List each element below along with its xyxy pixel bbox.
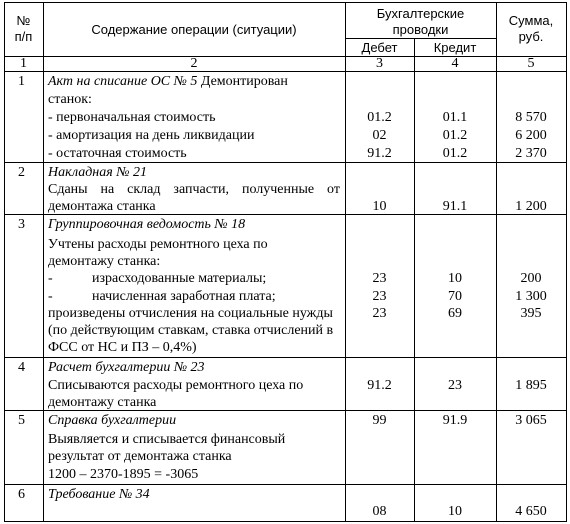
row-1-text [48,73,288,90]
row-4-line-1: Списываются расходы ремонтного цеха по [48,378,304,393]
colnum-2: 2 [190,56,198,71]
rule-col1 [43,2,44,522]
colnum-4: 4 [451,56,459,71]
rule-right [566,2,567,522]
row-1-debit-1: 01.2 [367,110,392,125]
row-3-line-5: произведены отчисления на социальные нужды [48,306,333,321]
row-3-sum-2: 1 300 [515,289,547,304]
header-content: Содержание операции (ситуации) [91,22,297,37]
row-1-line-1: станок: [48,92,92,107]
rule-left [4,2,5,522]
row-6-num: 6 [18,487,25,502]
row-1-line-3: - амортизация на день ликвидации [48,128,255,143]
row-3-credit-1: 10 [448,271,462,286]
row-3-dash-1: - [48,271,53,286]
row-3-line-1: Учтены расходы ремонтного цеха по [48,237,268,252]
rule-bottom [4,521,566,522]
colnum-5: 5 [527,56,535,71]
header-debit: Дебет [361,40,398,55]
row-1-credit-1: 01.1 [442,110,468,125]
rule-top [4,2,566,3]
row-3-sum-3: 395 [520,306,542,321]
row-3-sum-1: 200 [520,271,542,286]
row-1-sum-3: 2 370 [515,146,547,161]
row-1-debit-3: 91.2 [367,146,392,161]
row-5-sum: 3 065 [515,413,547,428]
row-6-debit: 08 [372,504,387,519]
row-3-debit-3: 23 [372,306,387,321]
row-1-line-4: - остаточная стоимость [48,146,187,161]
row-2-line-2: демонтажа станка [48,199,156,214]
row-6-sum: 4 650 [515,504,547,519]
colnum-3: 3 [376,56,383,71]
row-3-line-6: (по действующим ставкам, ставка отчислений в [48,323,334,338]
row-1-credit-2: 01.2 [442,128,468,143]
header-entries-1: Бухгалтерские [376,6,465,21]
row-5-debit: 99 [372,413,387,428]
row-5-num: 5 [18,413,25,428]
row-1-num: 1 [18,74,25,89]
row-2-line-1: Сданы на склад запчасти, полученные от [48,182,340,197]
row-2-credit: 91.1 [442,199,468,214]
row-3-debit-1: 23 [372,271,387,286]
row-2-sum: 1 200 [515,199,547,214]
row-4-doc: Расчет бухгалтерии № 23 [48,360,205,375]
row-3-line-4: начисленная заработная плата; [92,289,276,304]
row-1-doc-rest: Демонтирован [197,74,288,89]
rule-row1-bottom [4,162,566,163]
row-4-sum: 1 895 [515,378,547,393]
header-num-pp: п/п [14,29,33,44]
row-5-doc: Справка бухгалтерии [48,413,177,428]
row-4-credit: 23 [448,378,462,393]
row-2-doc: Накладная № 21 [48,165,147,180]
row-3-credit-2: 70 [448,289,462,304]
row-2-num: 2 [18,165,25,180]
row-3-doc: Группировочная ведомость № 18 [48,217,246,232]
row-1-line-2: - первоначальная стоимость [48,110,216,125]
rule-col2 [345,2,346,522]
row-4-line-2: демонтажу станка [48,395,157,410]
row-4-debit: 91.2 [367,378,392,393]
row-3-dash-2: - [48,289,53,304]
row-1-sum-2: 6 200 [515,128,547,143]
row-1-credit-3: 01.2 [442,146,468,161]
header-num: № [16,13,31,28]
row-1-sum-1: 8 570 [515,110,547,125]
row-3-line-3: израсходованные материалы; [92,271,267,286]
rule-col4 [496,2,497,522]
row-4-num: 4 [18,360,25,375]
header-credit: Кредит [433,40,477,55]
row-5-line-3: 1200 – 2370-1895 = -3065 [48,467,199,482]
rule-row5-bottom [4,484,566,485]
row-3-num: 3 [18,217,25,232]
row-6-credit: 10 [448,504,462,519]
row-6-doc: Требование № 34 [48,487,150,502]
row-5-credit: 91.9 [442,413,468,428]
header-sum-1: Сумма, [508,13,554,28]
row-3-credit-3: 69 [448,306,462,321]
row-5-line-1: Выявляется и списывается финансовый [48,432,286,447]
rule-row3-bottom [4,357,566,358]
row-3-line-2: демонтажу станка: [48,254,161,269]
colnum-1: 1 [20,56,27,71]
row-1-doc: Акт на списание ОС № 5 [48,74,198,89]
row-2-debit: 10 [372,199,387,214]
row-3-line-7: ФСС от НС и ПЗ – 0,4%) [48,340,197,355]
row-1-debit-2: 02 [372,128,387,143]
header-entries-2: проводки [392,22,449,37]
header-sum-2: руб. [518,29,544,44]
row-3-debit-2: 23 [372,289,387,304]
row-5-line-2: результат от демонтажа станка [48,449,232,464]
